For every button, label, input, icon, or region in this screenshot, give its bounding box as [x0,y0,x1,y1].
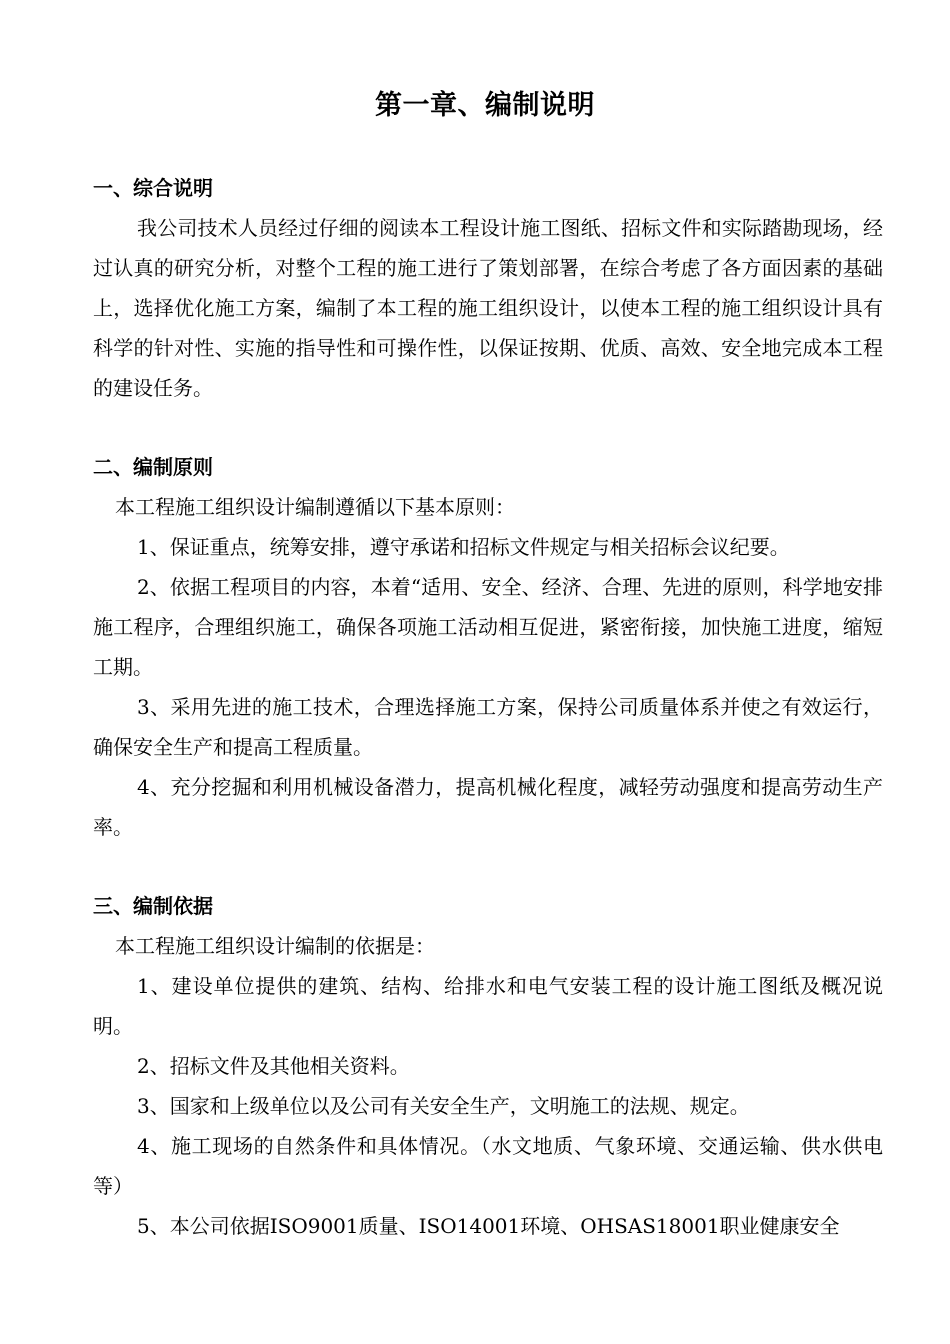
section-heading: 二、编制原则 [93,455,213,479]
section-paragraph: 我公司技术人员经过仔细的阅读本工程设计施工图纸、招标文件和实际踏勘现场，经过认真的研究分析，对整个工程的施工进行了策划部署，在综合考虑了各方面因素的基础上，选择优化施工方案，编制了本工程的施工组织设计，以使本工程的施工组织设计具有科学的针对性、实施的指导性和可操作性，以保证按期、优质、高效、安全地完成本工程的建设任务。 [93,216,883,400]
section-intro: 本工程施工组织设计编制遵循以下基本原则： [115,495,515,519]
section-principles [93,447,883,847]
list-item: 2、依据工程项目的内容，本着“适用、安全、经济、合理、先进的原则，科学地安排施工程序，合理组织施工，确保各项施工活动相互促进，紧密衔接，加快施工进度，缩短工期。 [93,575,883,679]
section-overview [93,168,883,408]
section-heading: 一、综合说明 [93,176,213,200]
list-item: 4、充分挖掘和利用机械设备潜力，提高机械化程度，减轻劳动强度和提高劳动生产率。 [93,775,883,839]
section-intro: 本工程施工组织设计编制的依据是： [115,934,435,958]
list-item: 3、采用先进的施工技术，合理选择施工方案，保持公司质量体系并使之有效运行，确保安全生产和提高工程质量。 [93,695,883,759]
section-heading: 三、编制依据 [93,894,213,918]
list-item: 1、保证重点，统筹安排，遵守承诺和招标文件规定与相关招标会议纪要。 [137,535,790,559]
section-basis [93,886,883,1246]
document-title: 第一章、编制说明 [375,90,595,121]
list-item: 3、国家和上级单位以及公司有关安全生产，文明施工的法规、规定。 [137,1094,750,1118]
list-item: 1、建设单位提供的建筑、结构、给排水和电气安装工程的设计施工图纸及概况说明。 [93,974,883,1038]
list-item: 4、施工现场的自然条件和具体情况。（水文地质、气象环境、交通运输、供水供电等） [93,1134,883,1198]
list-item: 5、本公司依据ISO9001质量、ISO14001环境、OHSAS18001职业健康安全 [137,1214,840,1238]
list-item: 2、招标文件及其他相关资料。 [137,1054,410,1078]
